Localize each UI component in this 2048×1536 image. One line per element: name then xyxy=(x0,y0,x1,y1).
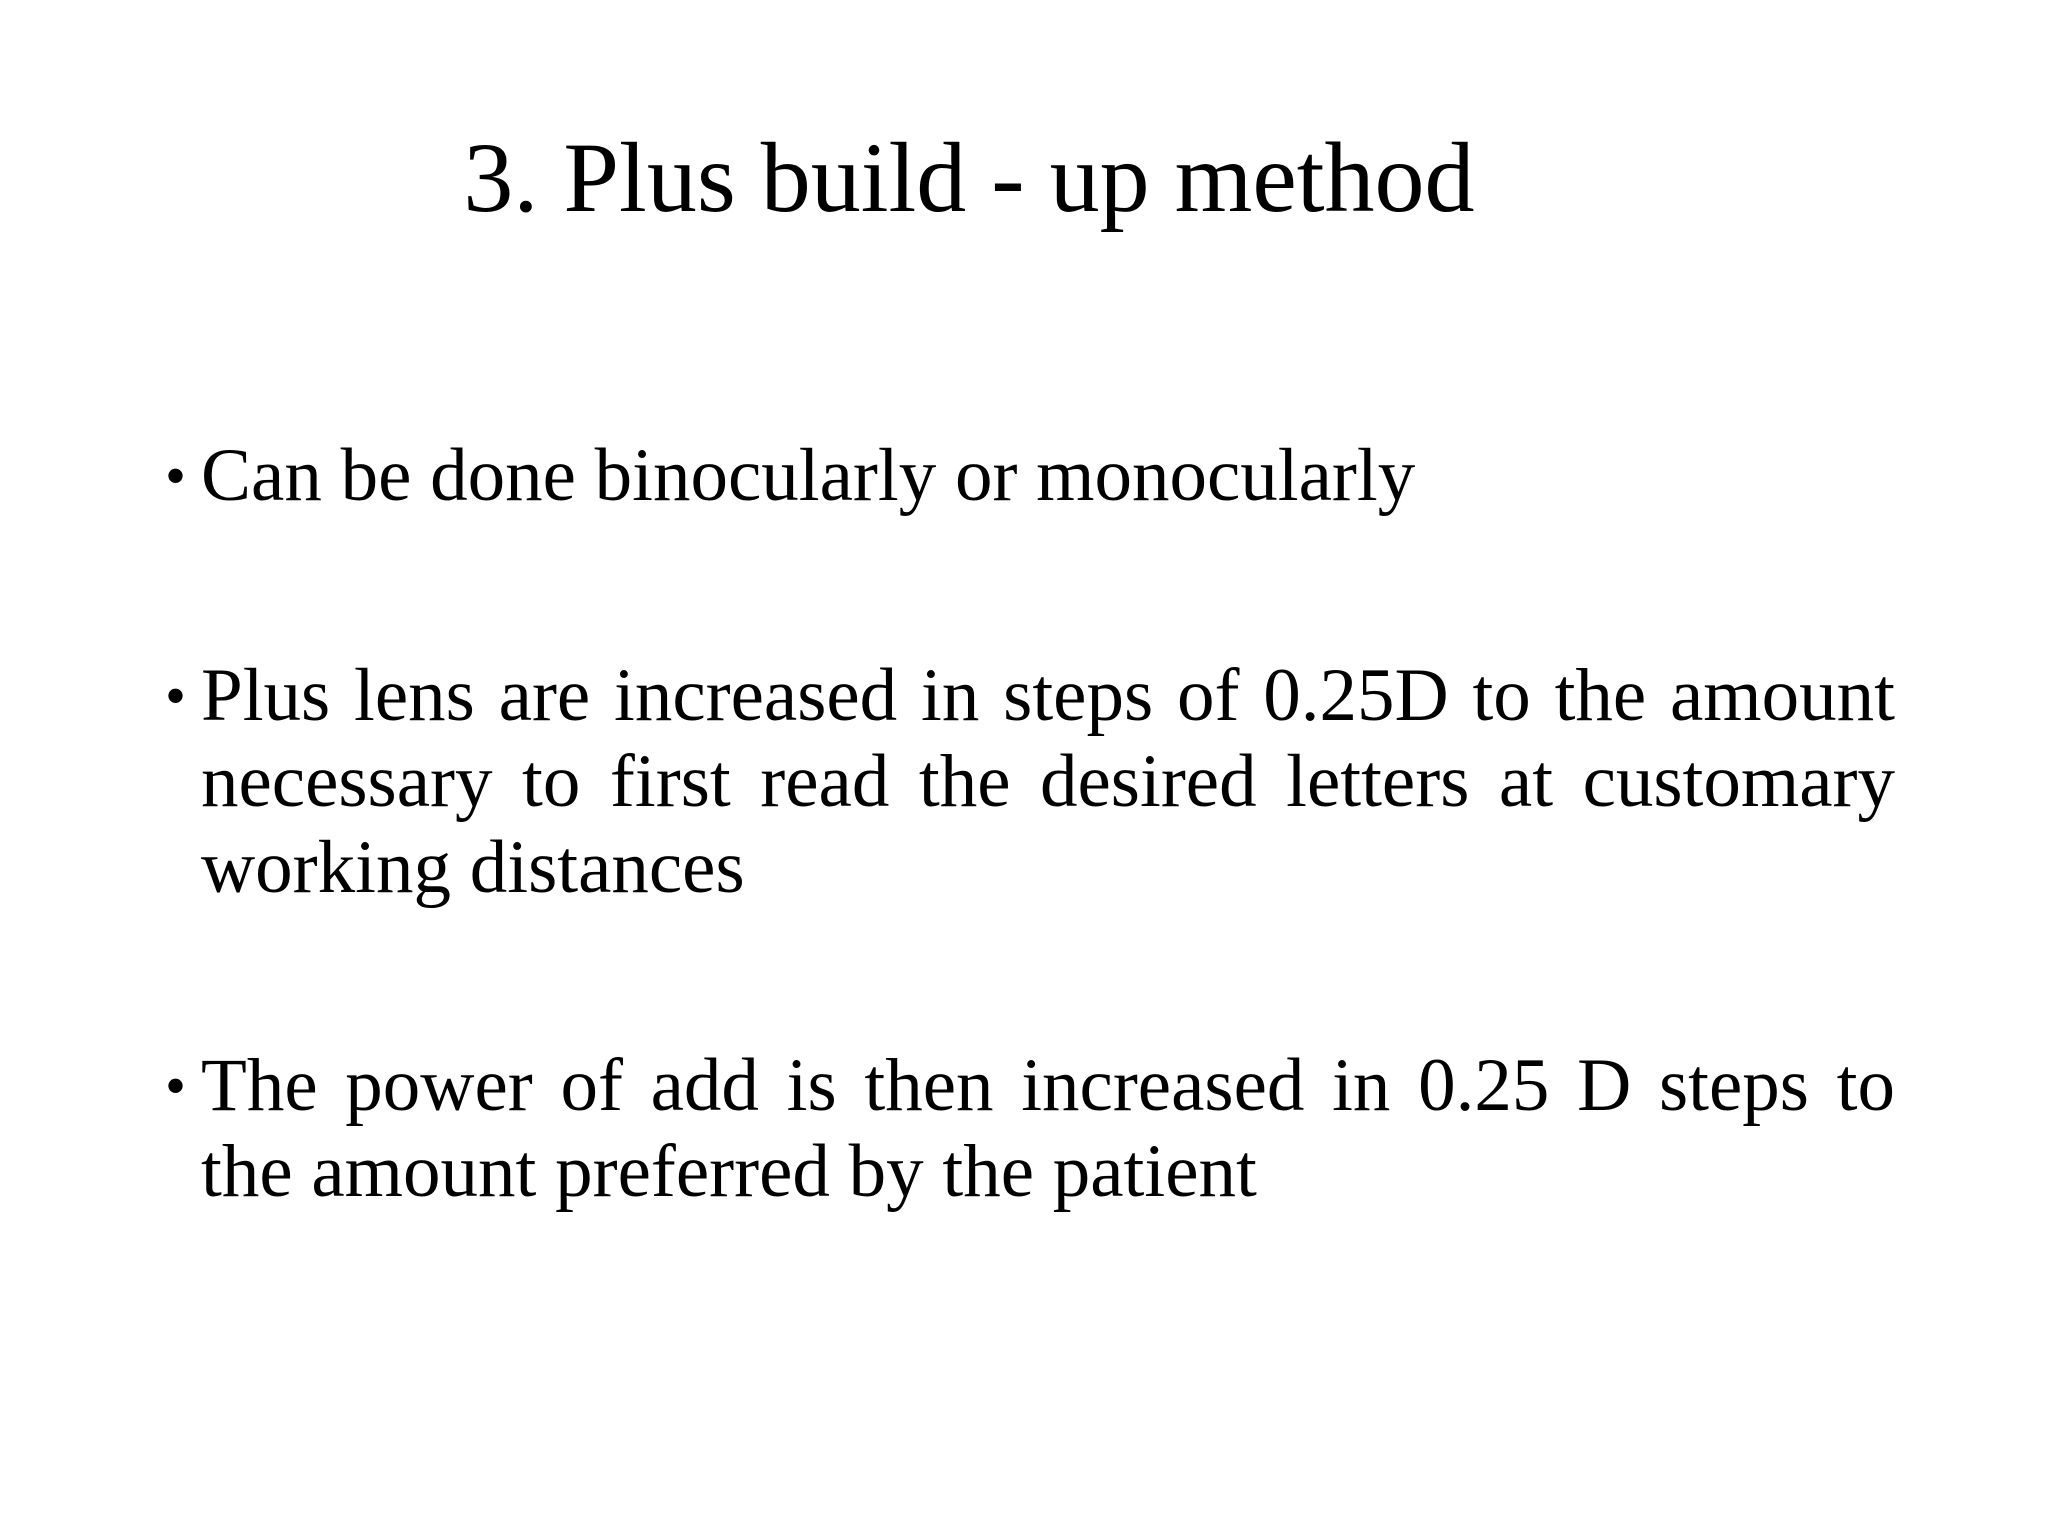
bullet-dot-icon: • xyxy=(165,443,187,509)
bullet-dot-icon: • xyxy=(165,663,187,729)
slide-title: 3. Plus build - up method xyxy=(463,122,1475,233)
bullet-text: The power of add is then increased in 0.25 D steps to the amount preferred by the patient xyxy=(201,1044,1895,1213)
bullet-dot-icon: • xyxy=(165,1053,187,1119)
bullet-text: Can be done binocularly or monocularly xyxy=(201,434,1416,517)
bullet-text: Plus lens are increased in steps of 0.25D to the amount necessary to first read the desired letters at customary working distances xyxy=(201,654,1895,909)
